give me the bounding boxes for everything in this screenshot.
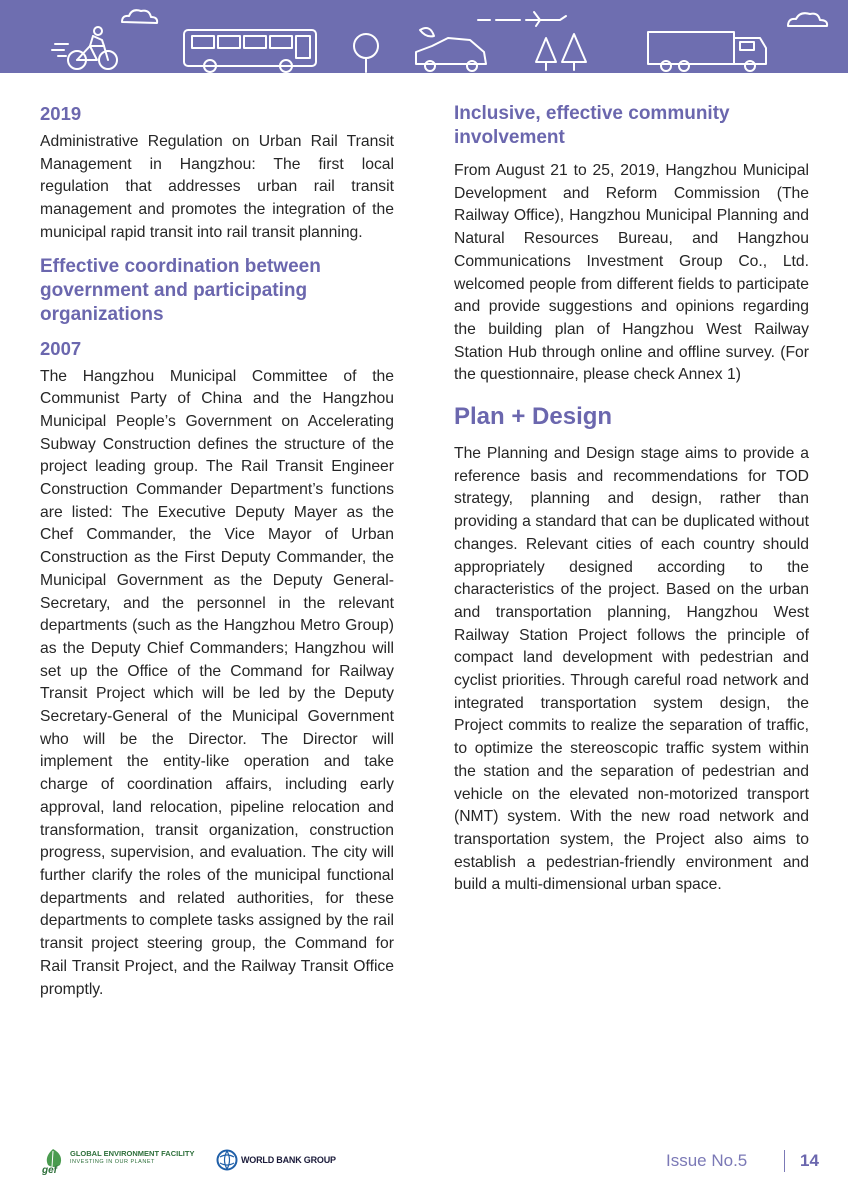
page-number: 14	[800, 1151, 819, 1170]
truck-icon	[648, 32, 766, 71]
cloud-icon	[788, 13, 827, 26]
world-bank-name: WORLD BANK GROUP	[241, 1155, 336, 1165]
cyclist-icon	[52, 27, 117, 69]
header-banner	[0, 0, 848, 73]
gef-name: GLOBAL ENVIRONMENT FACILITY	[70, 1149, 195, 1158]
year-heading: 2007	[40, 337, 82, 359]
airplane-icon	[478, 12, 566, 26]
issue-number: Issue No.5	[666, 1151, 748, 1170]
section-heading: Effective coordination between government and participating organizations	[40, 255, 321, 325]
paragraph: The Hangzhou Municipal Committee of the Communist Party of China and the Hangzhou Municipal People’s Government on Accelerating Subway Construction defines the structure of the project leading group. The Rail Transit Engineer Construction Commander Department’s functions are listed: The Executive Deputy Mayer as the Chef Commander, the Vice Mayor of Urban Construction as the First Deputy Commander, the Municipal Government as the Deputy General-Secretary, and the personnel in the relevant departments (such as the Hangzhou Metro Group) as the Deputy Chief Commanders; Hangzhou will set up the Office of the Command for Railway Transit Project which will be led by the Deputy Secretary-General of the Municipal Government who will be the Director. The Director will implement the entity-like operation and take charge of coordination affairs, including early approval, land relocation, pipeline relocation and transformation, transit organization, construction progress, supervision, and evaluation. The city will further clarify the roles of the municipal functional departments and related authorities, for these departments to complete tasks assigned by the rail transit project steering group, the Command for Rail Transit Project, and the Railway Transit Office promptly.	[40, 367, 394, 998]
banner-illustration	[0, 0, 848, 73]
gef-tagline: INVESTING IN OUR PLANET	[70, 1159, 155, 1165]
tree-icon	[354, 34, 378, 72]
paragraph: From August 21 to 25, 2019, Hangzhou Municipal Development and Reform Commission (The Railway Office), Hangzhou Municipal Planning and Natural Resources Bureau, and Hangzhou Communications Investment Group Co., Ltd. welcomed people from different fields to participate and provide suggestions and opinions regarding the building plan of Hangzhou West Railway Station Hub through online and offline survey. (For the questionnaire, please check Annex 1)	[454, 162, 809, 384]
left-column	[40, 102, 394, 1001]
world-bank-logo	[216, 1147, 356, 1175]
gef-logo	[40, 1143, 200, 1179]
section-heading: Inclusive, effective community involvement	[454, 103, 730, 148]
footer-divider	[784, 1150, 785, 1172]
globe-icon	[216, 1149, 238, 1171]
pine-trees-icon	[536, 34, 586, 70]
gef-wordmark: gef	[42, 1165, 57, 1176]
year-heading: 2019	[40, 103, 82, 124]
paragraph: The Planning and Design stage aims to provide a reference basis and recommendations for TOD strategy, planning and design, rather than providing a standard that can be duplicated without changes. Relevant cities of each country should appropriately designed according to the characteristics of the project. Based on the urban and transportation planning, Hangzhou West Railway Station Project follows the principle of compact land development with pedestrian and cyclist priorities. Through careful road network and integrated transportation system design, the Project commits to realize the separation of traffic, to optimize the stereoscopic traffic system within the station and the separation of pedestrian and vehicle on the elevated non-motorized transport (NMT) system. With the new road network and transportation system, the Project also aims to establish a pedestrian-friendly environment and build a multi-dimensional urban space.	[454, 445, 809, 894]
section-heading: Plan + Design	[454, 403, 613, 431]
right-column	[454, 102, 809, 897]
bus-icon	[184, 30, 316, 72]
car-icon	[416, 28, 486, 71]
cloud-icon	[122, 10, 157, 23]
paragraph: Administrative Regulation on Urban Rail Transit Management in Hangzhou: The first local regulation that addresses urban rail transit management and promotes the integration of the municipal rapid transit into rail transit planning.	[40, 133, 394, 241]
